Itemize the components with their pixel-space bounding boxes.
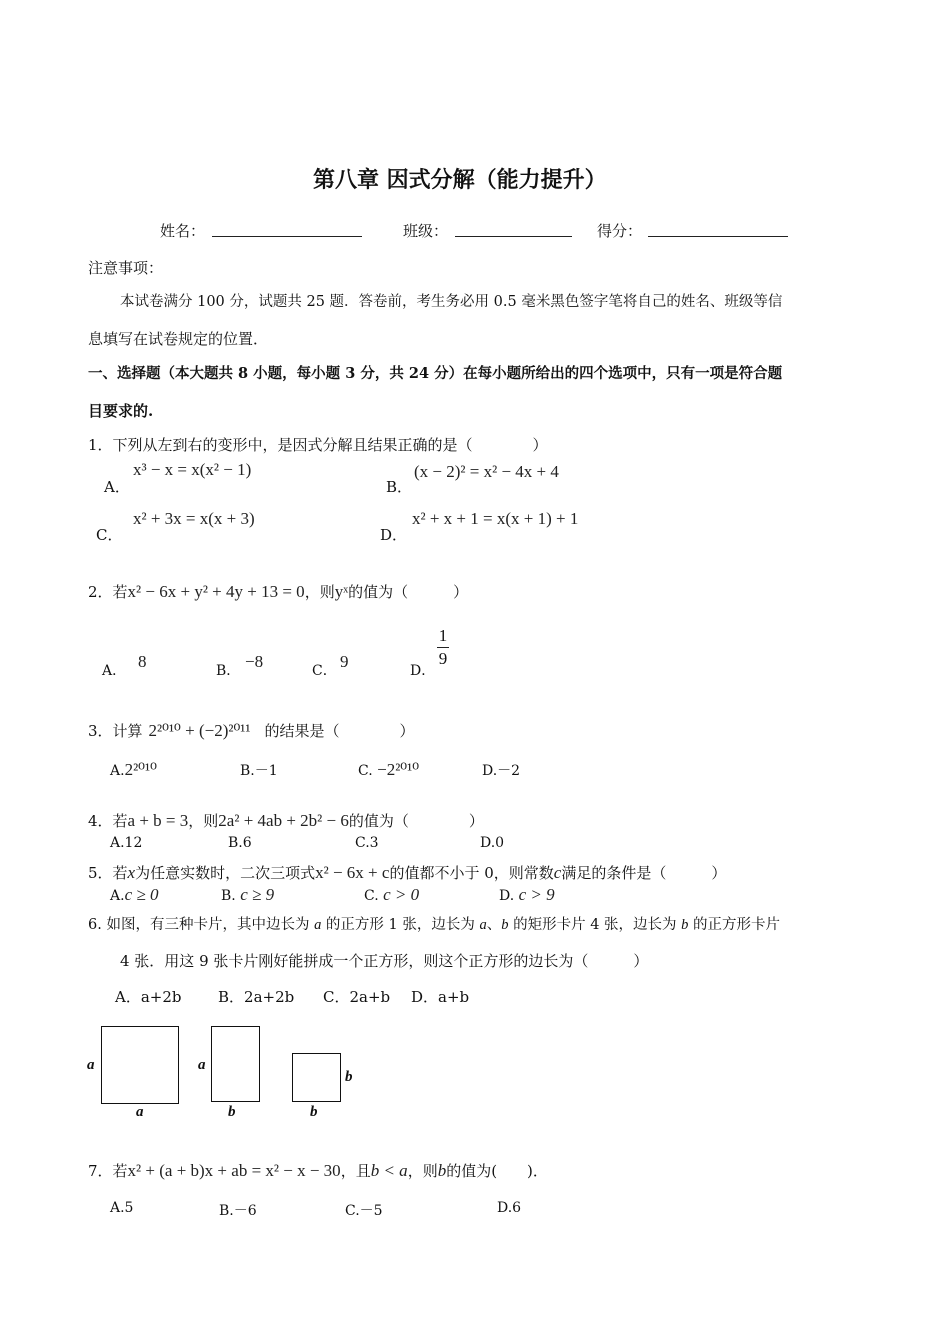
score-blank[interactable] [648, 236, 788, 237]
q7-option-d[interactable]: D.6 [497, 1200, 522, 1216]
notice-heading: 注意事项： [88, 259, 164, 277]
page-title: 第八章 因式分解（能力提升） [313, 168, 607, 193]
q6-option-c[interactable]: C．2a+b [323, 988, 391, 1006]
q1-option-d-label[interactable]: D． [380, 526, 408, 544]
q5-expr: x² − 6x + c [315, 863, 390, 882]
name-label: 姓名： [160, 222, 206, 240]
q1-option-d-expr: x² + x + 1 = x(x + 1) + 1 [412, 509, 579, 528]
q2-option-c-label[interactable]: C． [312, 663, 337, 679]
rect-left-label: a [198, 1057, 206, 1073]
q5-option-a[interactable]: A.c ≥ 0 [110, 885, 159, 904]
q6-option-d[interactable]: D．a+b [411, 988, 470, 1006]
q2-option-a-label[interactable]: A． [102, 663, 127, 679]
q2-option-c-val: 9 [340, 652, 349, 671]
section1-line2: 目要求的. [88, 402, 154, 420]
q6-option-a[interactable]: A．a+2b [115, 988, 182, 1006]
q7-stem: 7．若x² + (a + b)x + ab = x² − x − 30，且b < a，则b的值为( )． [88, 1161, 548, 1180]
q3-expr: 2²⁰¹⁰ + (−2)²⁰¹¹ [148, 721, 251, 740]
q2-option-d-fraction: 1 9 [438, 626, 448, 668]
q5-option-c[interactable]: C. c > 0 [364, 885, 420, 904]
q2-stem: 2．若x² − 6x + y² + 4y + 13 = 0，则yˣ的值为（ ） [88, 582, 469, 601]
q6-line2: 4 张．用这 9 张卡片刚好能拼成一个正方形，则这个正方形的边长为（ ） [120, 952, 649, 970]
q4-option-a[interactable]: A.12 [110, 835, 143, 851]
q3-option-c[interactable]: C. −2²⁰¹⁰ [358, 760, 420, 779]
q3-stem: 3．计算 2²⁰¹⁰ + (−2)²⁰¹¹ 的结果是（ ） [88, 721, 415, 740]
q3-option-b[interactable]: B.－1 [240, 763, 278, 779]
q1-option-c-expr: x² + 3x = x(x + 3) [133, 509, 255, 528]
q2-option-b-val: −8 [245, 652, 264, 671]
q2-expr: x² − 6x + y² + 4y + 13 = 0 [127, 582, 305, 601]
q4-option-d[interactable]: D.0 [480, 835, 505, 851]
q2-option-b-label[interactable]: B． [216, 663, 241, 679]
class-label: 班级： [403, 222, 449, 240]
q3-option-a[interactable]: A.2²⁰¹⁰ [110, 760, 157, 779]
q1-option-b-label[interactable]: B． [386, 478, 413, 496]
q1-option-c-label[interactable]: C． [96, 526, 123, 544]
score-label: 得分： [597, 222, 643, 240]
name-blank[interactable] [212, 236, 362, 237]
square-a-left-label: a [87, 1057, 95, 1073]
q1-option-a-expr: x³ − x = x(x² − 1) [133, 460, 252, 479]
square-b-bottom-label: b [310, 1104, 318, 1120]
q6-line1: 6. 如图，有三种卡片，其中边长为 a 的正方形 1 张，边长为 a、b 的矩形卡片 4 张，边长为 b 的正方形卡片 [88, 917, 781, 933]
q7-expr2: b < a [370, 1161, 408, 1180]
notice-line1: 本试卷满分 100 分，试题共 25 题．答卷前，考生务必用 0.5 毫米黑色签字笔将自己的姓名、班级等信 [120, 294, 783, 310]
class-blank[interactable] [455, 236, 572, 237]
q3-option-d[interactable]: D.－2 [482, 763, 521, 779]
rect-card-ab [211, 1026, 260, 1102]
q4-option-c[interactable]: C.3 [355, 835, 379, 851]
q4-expr2: 2a² + 4ab + 2b² − 6 [218, 811, 349, 830]
q1-option-b-expr: (x − 2)² = x² − 4x + 4 [414, 462, 559, 481]
q5-stem: 5．若x为任意实数时，二次三项式x² − 6x + c的值都不小于 0，则常数c满足的条件是（ ） [88, 863, 727, 882]
q1-stem: 1．下列从左到右的变形中，是因式分解且结果正确的是（ ） [88, 436, 548, 454]
square-b-right-label: b [345, 1069, 353, 1085]
section1-line1: 一、选择题（本大题共 8 小题，每小题 3 分，共 24 分）在每小题所给出的四个选项中，只有一项是符合题 [88, 365, 783, 382]
square-a-bottom-label: a [136, 1104, 144, 1120]
q5-option-d[interactable]: D. c > 9 [499, 885, 555, 904]
square-card-b [292, 1053, 341, 1102]
q4-stem: 4．若a + b = 3，则2a² + 4ab + 2b² − 6的值为（ ） [88, 811, 484, 830]
q4-option-b[interactable]: B.6 [228, 835, 252, 851]
q2-option-d-label[interactable]: D． [410, 663, 436, 679]
q7-option-a[interactable]: A.5 [110, 1200, 134, 1216]
rect-bottom-label: b [228, 1104, 236, 1120]
q6-option-b[interactable]: B．2a+2b [218, 988, 295, 1006]
q7-expr: x² + (a + b)x + ab = x² − x − 30 [127, 1161, 341, 1180]
q2-expr2: yˣ [334, 582, 349, 601]
square-card-a [101, 1026, 179, 1104]
q5-option-b[interactable]: B. c ≥ 9 [221, 885, 275, 904]
q4-expr: a + b = 3 [127, 811, 189, 830]
q1-option-a-label[interactable]: A． [104, 478, 130, 496]
q2-option-a-val: 8 [138, 652, 147, 671]
q7-option-c[interactable]: C.－5 [345, 1203, 383, 1219]
q7-option-b[interactable]: B.－6 [219, 1203, 257, 1219]
notice-line2: 息填写在试卷规定的位置． [88, 330, 269, 348]
